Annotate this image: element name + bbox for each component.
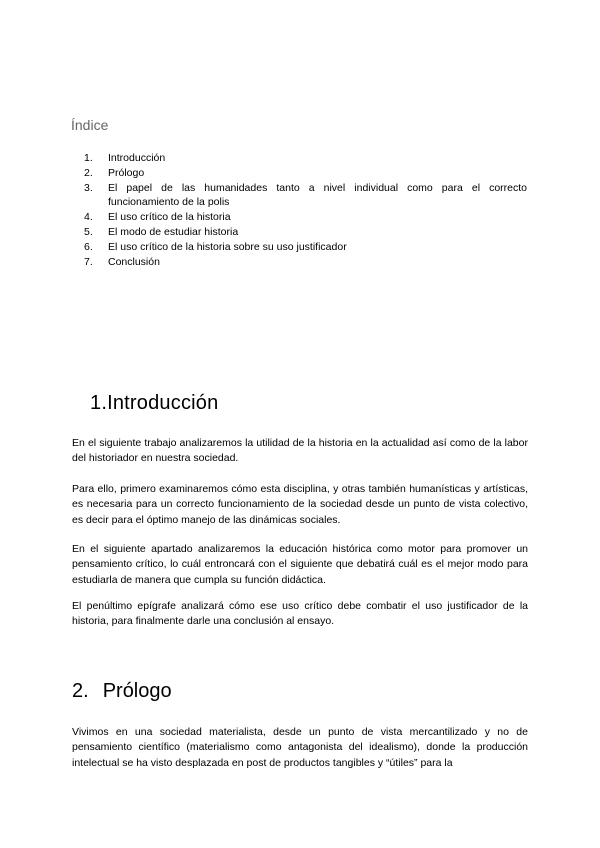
toc-item-number: 4. <box>84 211 93 224</box>
toc-item <box>84 240 527 255</box>
toc-item-text: El modo de estudiar historia <box>108 225 239 238</box>
toc-item-number: 7. <box>84 255 93 268</box>
section-title: Introducción <box>107 392 219 414</box>
toc-item <box>84 255 527 270</box>
section-heading-introduccion <box>90 392 218 415</box>
section-number: 1. <box>90 392 108 414</box>
table-of-contents <box>84 151 527 269</box>
intro-paragraph: Para ello, primero examinaremos cómo esta disciplina, y otras también humanísticas y artísticas, es necesaria para un correcto funcionamiento de la sociedad desde un punto de vista colectivo, es decir para el óptimo manejo de las dinámicas sociales. <box>72 483 528 526</box>
toc-item-number: 5. <box>84 225 93 238</box>
toc-item <box>84 181 527 211</box>
toc-item-number: 6. <box>84 240 93 253</box>
section-title: Prólogo <box>102 680 172 702</box>
intro-paragraph: En el siguiente apartado analizaremos la educación histórica como motor para promover un pensamiento crítico, lo cuál entroncará con el siguiente que debatirá cuál es el mejor modo para estudiarla de manera que cumpla su función didáctica. <box>72 543 528 586</box>
toc-item-text: El papel de las humanidades tanto a nivel individual como para el correcto funcionamiento de la polis <box>108 181 527 209</box>
section-number: 2. <box>72 680 89 702</box>
prologo-paragraph: Vivimos en una sociedad materialista, desde un punto de vista mercantilizado y no de pensamiento científico (materialismo como antagonista del idealismo), donde la producción intelectual se ha visto desplazada en post de productos tangibles y “útiles” para la <box>72 726 528 769</box>
toc-item-number: 3. <box>84 181 93 194</box>
toc-item <box>84 166 527 181</box>
toc-item <box>84 210 527 225</box>
intro-paragraph: En el siguiente trabajo analizaremos la utilidad de la historia en la actualidad así como de la labor del historiador en nuestra sociedad. <box>72 437 528 465</box>
section-heading-prologo <box>72 680 172 703</box>
toc-item-text: El uso crítico de la historia <box>108 211 231 224</box>
toc-item-text: Introducción <box>108 152 166 164</box>
index-title: Índice <box>71 117 109 133</box>
toc-item-text: Prólogo <box>108 166 145 179</box>
toc-item-text: Conclusión <box>108 255 160 268</box>
toc-item-text: El uso crítico de la historia sobre su uso justificador <box>108 240 347 253</box>
toc-item <box>84 225 527 240</box>
toc-item <box>84 151 527 166</box>
intro-paragraph: El penúltimo epígrafe analizará cómo ese uso crítico debe combatir el uso justificador de la historia, para finalmente darle una conclusión al ensayo. <box>72 600 528 628</box>
toc-item-number: 2. <box>84 166 93 179</box>
toc-item-number: 1. <box>84 152 93 164</box>
